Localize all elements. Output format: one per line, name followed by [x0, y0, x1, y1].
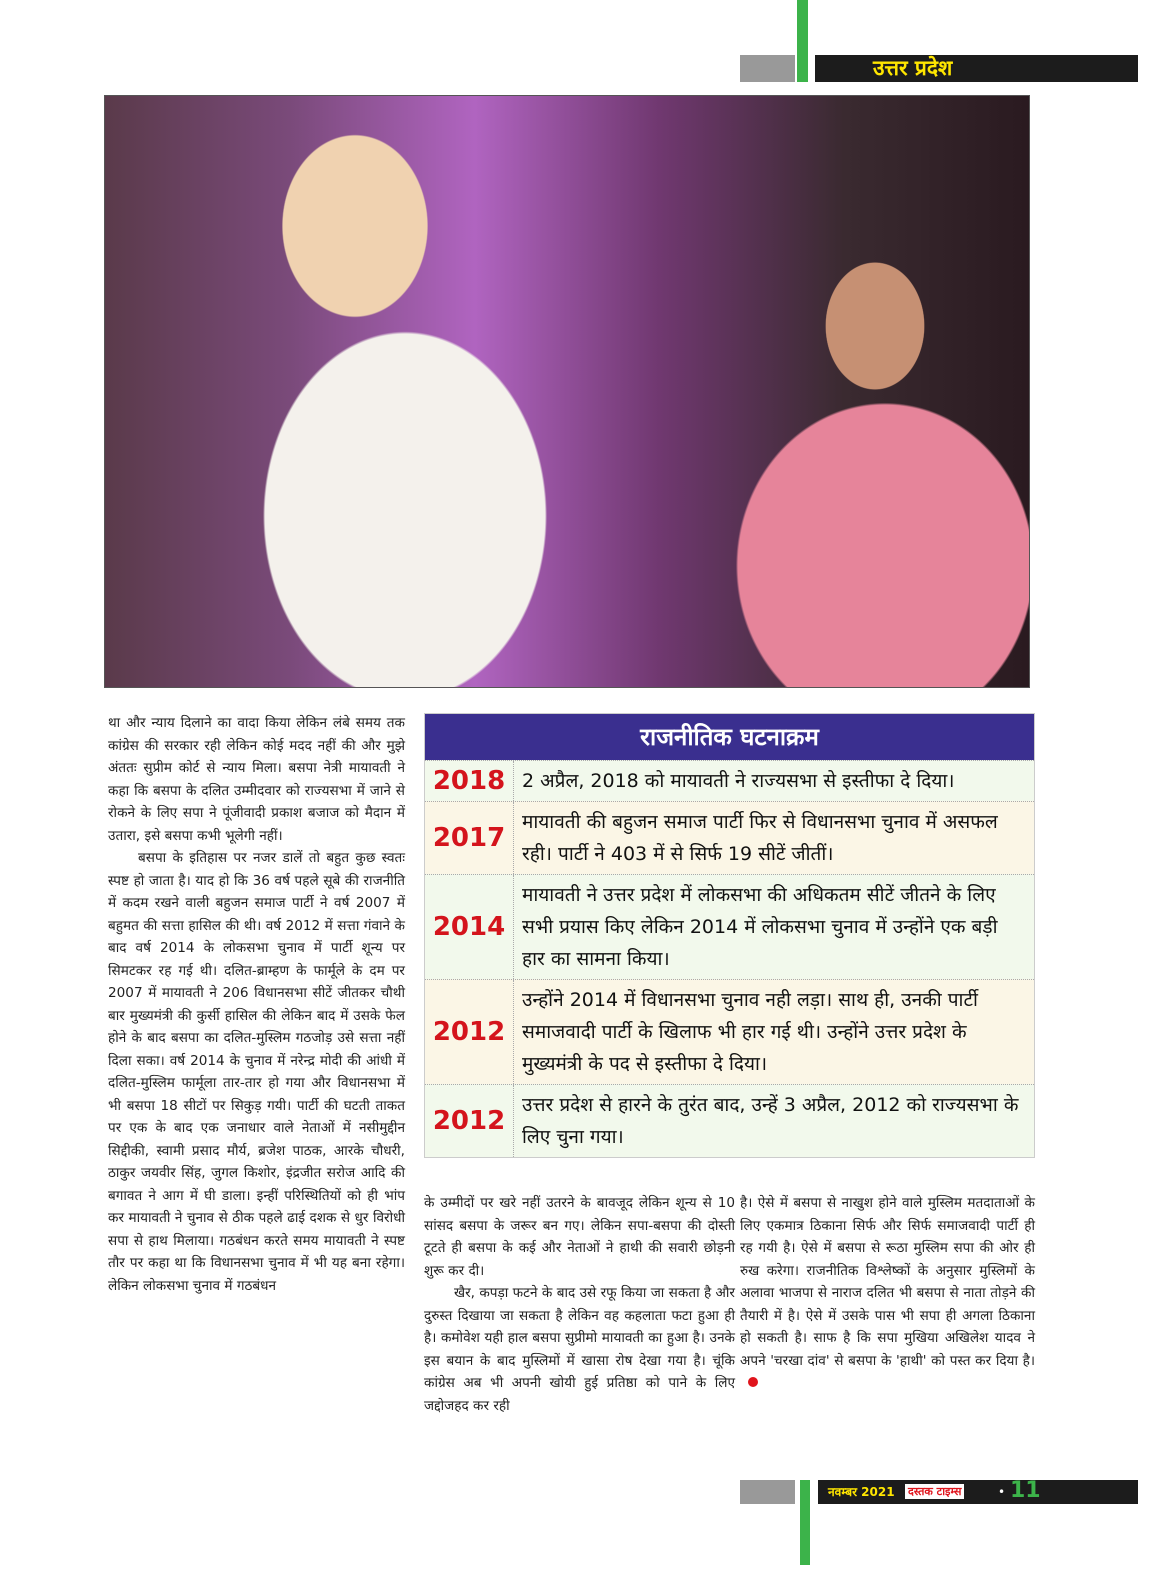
article-column-left	[108, 712, 405, 1297]
timeline-box	[424, 713, 1035, 1158]
timeline-row	[425, 801, 1034, 874]
timeline-event: 2 अप्रैल, 2018 को मायावती ने राज्यसभा से इस्तीफा दे दिया।	[522, 770, 955, 792]
paragraph: बसपा के इतिहास पर नजर डालें तो बहुत कुछ स्वतः स्पष्ट हो जाता है। याद हो कि 36 वर्ष पहले सूबे की राजनीति में कदम रखने वाली बहुजन समाज पार्टी ने वर्ष 2007 में बहुमत की सत्ता हासिल की थी। वर्ष 2012 में सत्ता गंवाने के बाद वर्ष 2014 के लोकसभा चुनाव में पार्टी शून्य पर सिमटकर रह गई थी। दलित-ब्राम्हण के फार्मूले के दम पर 2007 में मायावती ने 206 विधानसभा सीटें जीतकर चौथी बार मुख्यमंत्री की कुर्सी हासिल की लेकिन बाद में उसके फेल होने के बाद बसपा का दलित-मुस्लिम गठजोड़ उसे सत्ता नहीं दिला सका। वर्ष 2014 के चुनाव में नरेन्द्र मोदी की आंधी में दलित-मुस्लिम फार्मूला तार-तार हो गया और विधानसभा में भी बसपा 18 सीटों पर सिकुड़ गयी। पार्टी की घटती ताकत पर एक के बाद एक जनाधार वाले नेताओं में नसीमुद्दीन सिद्दीकी, स्वामी प्रसाद मौर्य, ब्रजेश पाठक, आरके चौधरी, ठाकुर जयवीर सिंह, जुगल किशोर, इंद्रजीत सरोज आदि की बगावत ने आग में घी डाला। इन्हीं परिस्थितियों को ही भांप कर मायावती ने चुनाव से ठीक पहले ढाई दशक से धुर विरोधी सपा से हाथ मिलाया। गठबंधन करते समय मायावती ने स्पष्ट तौर पर कहा था कि विधानसभा चुनाव में भी यह बना रहेगा। लेकिन लोकसभा चुनाव में गठबंधन	[108, 850, 405, 1294]
page-number: 11	[1010, 1478, 1041, 1503]
issue-date: नवम्बर 2021	[828, 1485, 895, 1499]
timeline-event: मायावती ने उत्तर प्रदेश में लोकसभा की अधिकतम सीटें जीतने के लिए सभी प्रयास किए लेकिन 2014 में लोकसभा चुनाव में उन्होंने एक बड़ी हार का सामना किया।	[522, 884, 998, 970]
timeline-year: 2014	[425, 875, 514, 979]
paragraph: है। ऐसे में बसपा से नाखुश होने वाले मुस्लिम मतदाताओं के लिए एकमात्र ठिकाना सिर्फ और सिर्फ समाजवादी पार्टी ही रह गयी है। ऐसे में बसपा से रूठा मुस्लिम सपा की ओर ही रुख करेगा। राजनीतिक विश्लेष्कों के अनुसार मुस्लिमों के अलावा भाजपा से नाराज दलित भी बसपा से नाता तोड़ने की तैयारी में है। ऐसे में उसके पास भी सपा ही अगला ठिकाना हो सकती है। साफ है कि सपा मुखिया अखिलेश यादव ने अपने 'चरखा दांव' से बसपा के 'हाथी' को पस्त कर दिया है।	[740, 1195, 1035, 1369]
timeline-row	[425, 979, 1034, 1084]
footer-gray-block	[740, 1480, 795, 1504]
end-mark-icon	[748, 1377, 758, 1387]
bullet-separator: •	[998, 1485, 1006, 1499]
timeline-year: 2012	[425, 1085, 514, 1157]
header-green-bar	[797, 0, 808, 82]
article-column-right	[740, 1192, 1035, 1395]
timeline-row	[425, 760, 1034, 801]
timeline-year: 2012	[425, 980, 514, 1084]
timeline-event: उन्होंने 2014 में विधानसभा चुनाव नही लड़ा। साथ ही, उनकी पार्टी समाजवादी पार्टी के खिलाफ भी हार गई थी। उन्होंने उत्तर प्रदेश के मुख्यमंत्री के पद से इस्तीफा दे दिया।	[522, 989, 978, 1075]
paragraph: था और न्याय दिलाने का वादा किया लेकिन लंबे समय तक कांग्रेस की सरकार रही लेकिन कोई मदद नहीं की और मुझे अंततः सुप्रीम कोर्ट से न्याय मिला। बसपा नेत्री मायावती ने कहा कि बसपा के दलित उम्मीदवार को राज्यसभा में जाने से रोकने के लिए सपा ने पूंजीवादी प्रकाश बजाज को मैदान में उतारा, इसे बसपा कभी भूलेगी नहीं।	[108, 715, 405, 844]
paragraph: के उम्मीदों पर खरे नहीं उतरने के बावजूद लेकिन शून्य से 10 सांसद बसपा के जरूर बन गए। लेकिन सपा-बसपा की दोस्ती टूटते ही बसपा के कई और नेताओं ने हाथी की सवारी छोड़नी शुरू कर दी।	[424, 1195, 735, 1279]
timeline-year: 2017	[425, 802, 514, 874]
article-photo	[104, 95, 1030, 688]
timeline-row	[425, 1084, 1034, 1157]
paragraph: खैर, कपड़ा फटने के बाद उसे रफू किया जा सकता है और दुरुस्त दिखाया जा सकता है लेकिन वह कहलाता फटा हुआ ही है। कमोवेश यही हाल बसपा सुप्रीमो मायावती का हुआ है। उनके इस बयान के बाद मुस्लिमों में खासा रोष देखा गया है। चूंकि कांग्रेस अब भी अपनी खोयी हुई प्रतिष्ठा को पाने के लिए जद्दोजहद कर रही	[424, 1285, 735, 1414]
section-header	[815, 55, 1138, 82]
article-column-middle	[424, 1192, 735, 1417]
timeline-row	[425, 874, 1034, 979]
footer-green-bar	[800, 1480, 810, 1565]
section-title: उत्तर प्रदेश	[873, 56, 953, 80]
timeline-event: उत्तर प्रदेश से हारने के तुरंत बाद, उन्हें 3 अप्रैल, 2012 को राज्यसभा के लिए चुना गया।	[522, 1094, 1019, 1148]
timeline-event: मायावती की बहुजन समाज पार्टी फिर से विधानसभा चुनाव में असफल रही। पार्टी ने 403 में से सिर्फ 19 सीटें जीतीं।	[522, 811, 998, 865]
magazine-logo: दस्तक टाइम्स	[905, 1484, 964, 1499]
header-gray-block	[740, 55, 795, 82]
page-footer	[818, 1480, 1138, 1504]
timeline-year: 2018	[425, 761, 514, 801]
timeline-title: राजनीतिक घटनाक्रम	[425, 714, 1034, 760]
